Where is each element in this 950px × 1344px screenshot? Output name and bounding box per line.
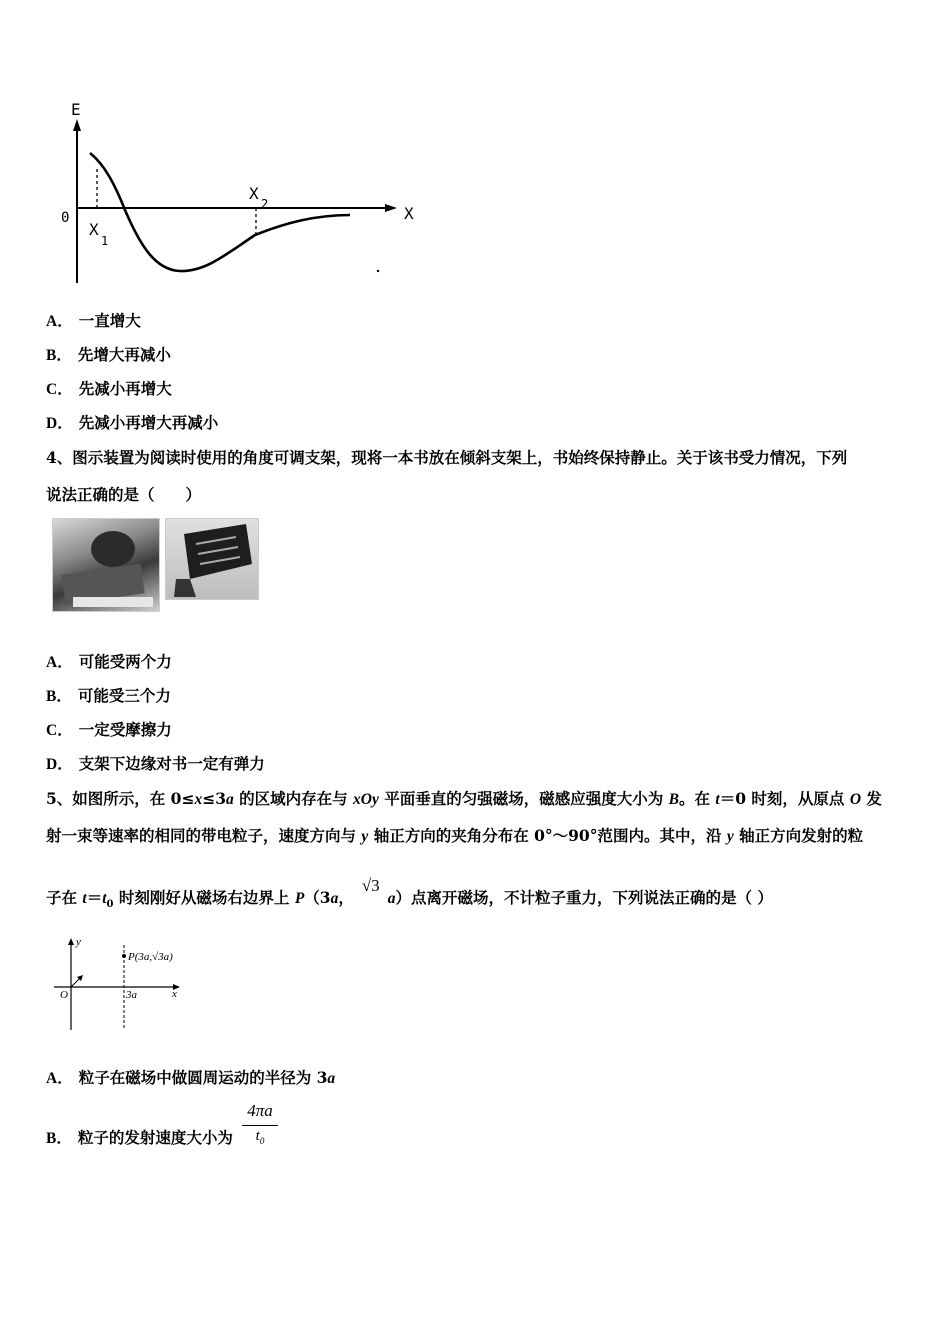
option-label: B． <box>46 347 72 364</box>
q5-option-a <box>46 1068 335 1089</box>
text: 平面垂直的匀强磁场，磁感应强度大小为 <box>378 789 669 808</box>
subscript: 0 <box>106 899 114 911</box>
origin-label: 0 <box>61 210 70 226</box>
y-axis-label: y <box>76 936 81 948</box>
var: P <box>294 890 305 907</box>
e-curve <box>90 153 350 271</box>
option-label: B． <box>46 1130 72 1147</box>
q3-option-b <box>46 345 171 366</box>
x2-subscript: 2 <box>261 197 269 211</box>
text: （3 <box>304 888 331 907</box>
x1-subscript: 1 <box>101 234 109 248</box>
text: 子在 <box>46 888 83 907</box>
option-text: 粒子在磁场中做圆周运动的半径为 3 <box>78 1068 328 1087</box>
den-var: t <box>255 1128 260 1144</box>
var: y <box>726 828 734 845</box>
text: ）点离开磁场，不计粒子重力，下列说法正确的是（ ） <box>395 888 773 907</box>
option-label: B． <box>46 688 72 705</box>
q4-stem-line1: 4、图示装置为阅读时使用的角度可调支架，现将一本书放在倾斜支架上，书始终保持静止。关于该书受力情况，下列 <box>46 448 848 467</box>
text: 5、如图所示，在 0≤ <box>46 789 195 808</box>
var: B <box>668 791 680 808</box>
x-axis-arrow <box>385 204 397 212</box>
text: 发 <box>861 789 882 808</box>
option-label: A． <box>46 1070 73 1087</box>
q5-stem-line1 <box>46 789 906 810</box>
text: 的区域内存在与 <box>233 789 354 808</box>
text: 轴正方向的夹角分布在 0°～90°范围内。其中，沿 <box>368 826 727 845</box>
y-axis-arrow <box>73 119 81 131</box>
text: ≤3 <box>202 789 226 808</box>
option-label: C． <box>46 381 73 398</box>
option-text: 可能受三个力 <box>77 686 171 705</box>
option-label: C． <box>46 722 73 739</box>
var: t <box>82 890 87 907</box>
text: ＝ <box>86 888 103 907</box>
q4-option-b <box>46 686 171 707</box>
option-label: A． <box>46 313 73 330</box>
text: 。在 <box>679 789 716 808</box>
option-text: 支架下边缘对书一定有弹力 <box>78 754 265 773</box>
var: t <box>715 791 720 808</box>
option-label: A． <box>46 654 73 671</box>
q3-option-d <box>46 413 218 434</box>
book-stand-photo-right <box>165 518 259 600</box>
magnetic-field-figure <box>50 935 200 1035</box>
book-stand-photo-left <box>52 518 160 612</box>
text: ＝0 时刻，从原点 <box>719 789 850 808</box>
option-text: 先减小再增大再减小 <box>78 413 219 432</box>
option-text: 一直增大 <box>78 311 141 330</box>
option-text: 先增大再减小 <box>77 345 171 364</box>
var: O <box>849 791 862 808</box>
q3-option-c <box>46 379 172 400</box>
x1-label: X <box>89 220 99 239</box>
sqrt3: √3 <box>361 876 380 895</box>
q5-option-b <box>46 1128 233 1149</box>
var: a <box>226 791 234 808</box>
photo-right-shapes <box>166 519 258 599</box>
q3-option-a <box>46 311 141 332</box>
point-p-label: P(3a,√3a) <box>128 951 173 963</box>
velocity-fraction <box>240 1100 280 1151</box>
e-axis-label: E <box>71 100 81 119</box>
x2-label: X <box>249 184 259 203</box>
option-text: 先减小再增大 <box>78 379 172 398</box>
option-text: 可能受两个力 <box>78 652 172 671</box>
q5-stem-line2 <box>46 826 906 847</box>
text: 轴正方向发射的粒 <box>733 826 864 845</box>
e-x-graph <box>55 95 435 290</box>
option-label: D． <box>46 756 73 773</box>
option-label: D． <box>46 415 73 432</box>
var: a <box>330 890 339 907</box>
text: 射一束等速率的相同的带电粒子，速度方向与 <box>46 826 362 845</box>
var: a <box>327 1070 336 1087</box>
x-axis-label: x <box>172 988 177 1000</box>
y-axis-arrow <box>68 938 74 945</box>
text: 时刻刚好从磁场右边界上 <box>113 888 295 907</box>
var: t <box>102 890 107 907</box>
q4-option-c <box>46 720 172 741</box>
q4-option-a <box>46 652 172 673</box>
stray-dot <box>377 270 379 272</box>
var: a <box>387 890 396 907</box>
q4-option-d <box>46 754 265 775</box>
fraction-denominator <box>240 1126 280 1151</box>
var: x <box>194 791 203 808</box>
var: y <box>361 828 369 845</box>
q4-stem-line2: 说法正确的是（ ） <box>46 485 202 504</box>
point-p <box>122 954 126 958</box>
var: xOy <box>353 791 379 808</box>
3a-label: 3a <box>126 989 137 1001</box>
fraction-numerator: 4πa <box>247 1101 273 1120</box>
photo-left-shapes <box>53 519 159 611</box>
option-text: 一定受摩擦力 <box>78 720 172 739</box>
origin-label: O <box>60 989 68 1001</box>
text: ， <box>338 888 354 907</box>
q5-stem-line3 <box>46 876 906 915</box>
option-text: 粒子的发射速度大小为 <box>77 1128 233 1147</box>
den-subscript: 0 <box>259 1136 265 1146</box>
x-axis-label: X <box>404 204 414 223</box>
